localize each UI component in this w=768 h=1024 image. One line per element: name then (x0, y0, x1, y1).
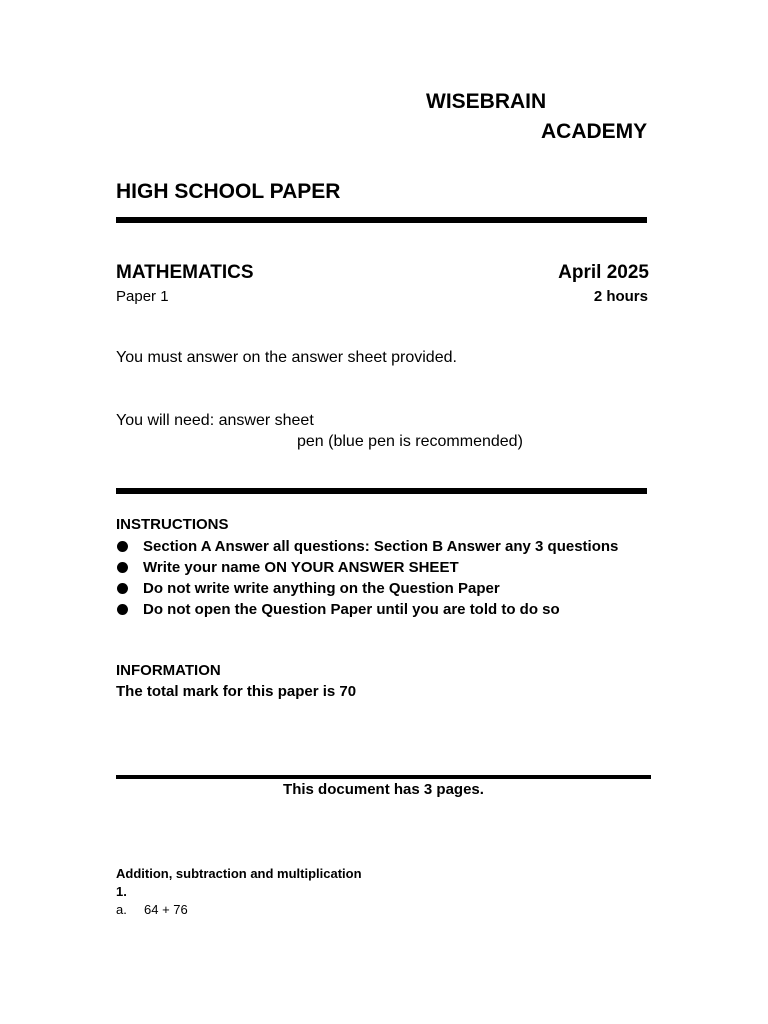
school-name-line2: ACADEMY (541, 120, 648, 143)
instruction-item (116, 558, 618, 579)
instruction-item (116, 537, 618, 558)
question-part-expression: 64 + 76 (144, 902, 188, 917)
materials-needed-pen: pen (blue pen is recommended) (297, 433, 523, 450)
bullet-icon (117, 541, 128, 552)
bullet-icon (117, 562, 128, 573)
school-name-line1: WISEBRAIN (426, 90, 547, 113)
paper-type-title: HIGH SCHOOL PAPER (116, 180, 341, 203)
instruction-item (116, 579, 618, 600)
paper-number: Paper 1 (116, 288, 169, 305)
subject-title: MATHEMATICS (116, 262, 254, 283)
total-mark-text: The total mark for this paper is 70 (116, 683, 357, 700)
information-heading: INFORMATION (116, 662, 221, 679)
question-part-letter: a. (116, 902, 127, 917)
divider-bottom (116, 775, 651, 779)
exam-date: April 2025 (558, 262, 649, 283)
divider-middle (116, 488, 647, 494)
bullet-icon (117, 583, 128, 594)
instructions-heading: INSTRUCTIONS (116, 516, 229, 533)
page-count-note: This document has 3 pages. (283, 781, 484, 798)
instruction-item (116, 600, 618, 621)
materials-needed-label: You will need: answer sheet (116, 412, 314, 429)
instructions-list (116, 537, 618, 621)
question-number: 1. (116, 884, 127, 899)
instruction-text: Do not write write anything on the Question Paper (143, 580, 500, 597)
instruction-text: Do not open the Question Paper until you are told to do so (143, 601, 560, 618)
instruction-text: Write your name ON YOUR ANSWER SHEET (143, 559, 459, 576)
divider-top (116, 217, 647, 223)
answer-sheet-note: You must answer on the answer sheet provided. (116, 349, 457, 366)
section-title: Addition, subtraction and multiplication (116, 866, 362, 881)
exam-duration: 2 hours (593, 288, 648, 305)
instruction-text: Section A Answer all questions: Section B Answer any 3 questions (143, 538, 619, 555)
bullet-icon (117, 604, 128, 615)
